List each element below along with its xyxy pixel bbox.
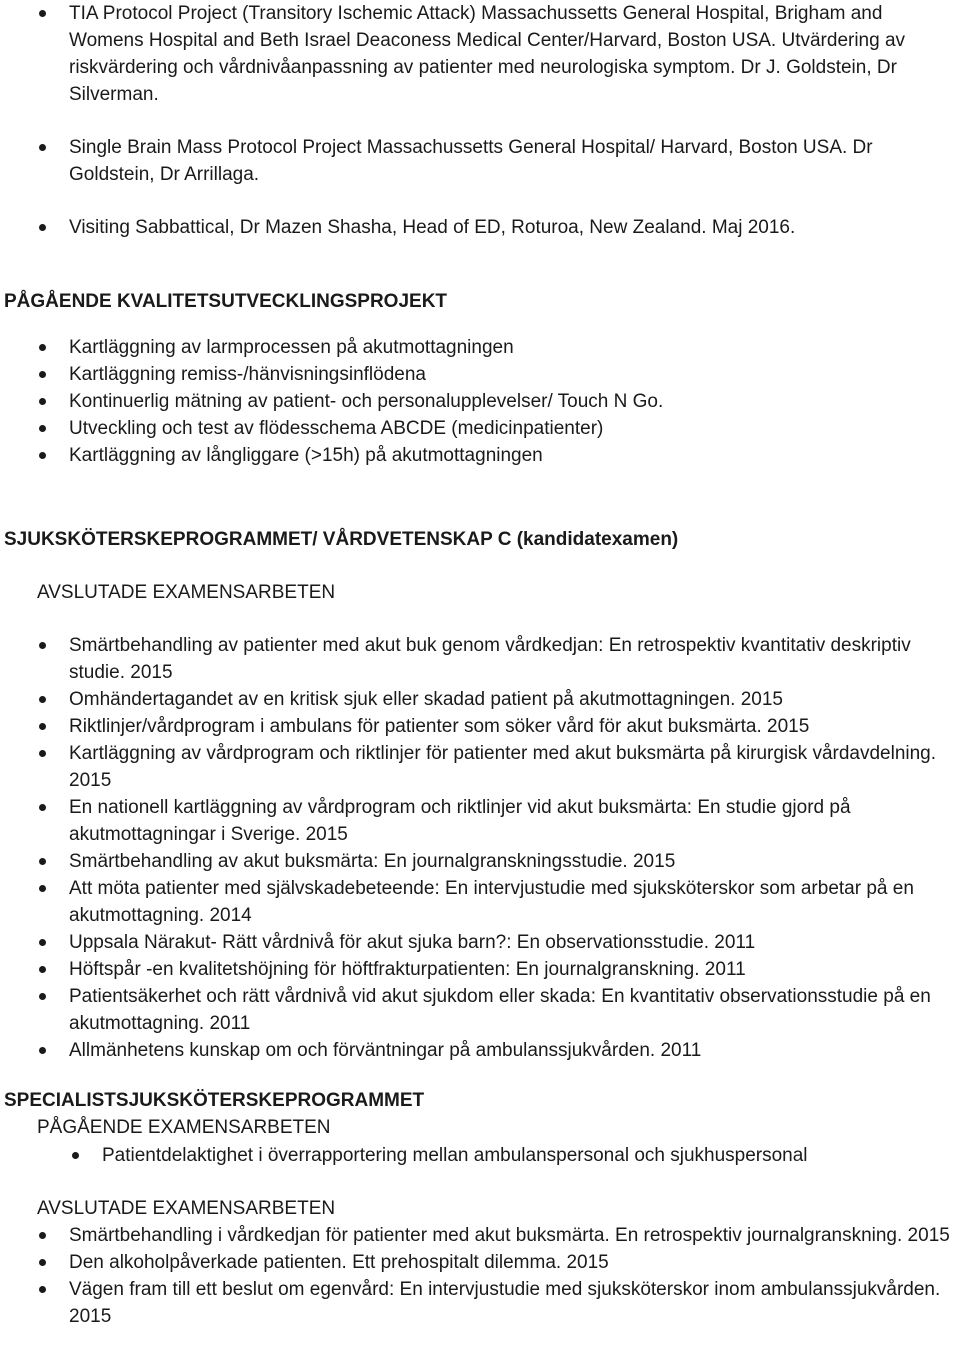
list-item: Smärtbehandling av akut buksmärta: En journalgranskningsstudie. 2015 xyxy=(69,848,954,875)
list-item: TIA Protocol Project (Transitory Ischemic Attack) Massachussetts General Hospital, Brigham and Womens Hospital and Beth Israel Deaconess Medical Center/Harvard, Boston USA. Utvärdering av riskvärdering och vårdnivåanpassning av patienter med neurologiska symptom. Dr J. Goldstein, Dr Silverman. xyxy=(69,0,954,108)
list-item: Vägen fram till ett beslut om egenvård: En intervjustudie med sjuksköterskor inom ambulanssjukvården. 2015 xyxy=(69,1276,954,1330)
list-item: Höftspår -en kvalitetshöjning för höftfrakturpatienten: En journalgranskning. 2011 xyxy=(69,956,954,983)
list-item: Utveckling och test av flödesschema ABCDE (medicinpatienter) xyxy=(69,415,954,442)
specialist-ongoing-heading: PÅGÅENDE EXAMENSARBETEN xyxy=(37,1117,331,1138)
nursing-program-heading: SJUKSKÖTERSKEPROGRAMMET/ VÅRDVETENSKAP C (kandidatexamen) xyxy=(4,529,679,550)
specialist-completed-list xyxy=(69,1222,954,1330)
specialist-ongoing-list xyxy=(102,1142,942,1169)
specialist-program-heading: SPECIALISTSJUKSKÖTERSKEPROGRAMMET xyxy=(4,1090,425,1111)
list-item: Patientsäkerhet och rätt vårdnivå vid akut sjukdom eller skada: En kvantitativ observationsstudie på en akutmottagning. 2011 xyxy=(69,983,954,1037)
list-item: Smärtbehandling i vårdkedjan för patienter med akut buksmärta. En retrospektiv journalgranskning. 2015 xyxy=(69,1222,954,1249)
list-item: Riktlinjer/vårdprogram i ambulans för patienter som söker vård för akut buksmärta. 2015 xyxy=(69,713,954,740)
list-item: Att möta patienter med självskadebeteende: En intervjustudie med sjuksköterskor som arbetar på en akutmottagning. 2014 xyxy=(69,875,954,929)
list-item: Allmänhetens kunskap om och förväntningar på ambulanssjukvården. 2011 xyxy=(69,1037,954,1064)
ongoing-projects-list xyxy=(69,334,954,469)
list-item: Den alkoholpåverkade patienten. Ett prehospitalt dilemma. 2015 xyxy=(69,1249,954,1276)
list-item: Single Brain Mass Protocol Project Massachussetts General Hospital/ Harvard, Boston USA. Dr Goldstein, Dr Arrillaga. xyxy=(69,134,954,188)
list-item: Kartläggning av långliggare (>15h) på akutmottagningen xyxy=(69,442,954,469)
list-item: Kartläggning av vårdprogram och riktlinjer för patienter med akut buksmärta på kirurgisk vårdavdelning. 2015 xyxy=(69,740,954,794)
list-item: Patientdelaktighet i överrapportering mellan ambulanspersonal och sjukhuspersonal xyxy=(102,1142,942,1169)
list-item: Smärtbehandling av patienter med akut buk genom vårdkedjan: En retrospektiv kvantitativ deskriptiv studie. 2015 xyxy=(69,632,954,686)
ongoing-projects-heading: PÅGÅENDE KVALITETSUTVECKLINGSPROJEKT xyxy=(4,291,448,312)
list-item: Uppsala Närakut- Rätt vårdnivå för akut sjuka barn?: En observationsstudie. 2011 xyxy=(69,929,954,956)
list-item: Kartläggning av larmprocessen på akutmottagningen xyxy=(69,334,954,361)
nursing-theses-list xyxy=(69,632,954,1064)
list-item: En nationell kartläggning av vårdprogram och riktlinjer vid akut buksmärta: En studie gjord på akutmottagningar i Sverige. 2015 xyxy=(69,794,954,848)
nursing-completed-heading: AVSLUTADE EXAMENSARBETEN xyxy=(37,582,336,603)
specialist-completed-heading: AVSLUTADE EXAMENSARBETEN xyxy=(37,1198,336,1219)
research-list xyxy=(69,0,954,267)
list-item: Visiting Sabbattical, Dr Mazen Shasha, Head of ED, Roturoa, New Zealand. Maj 2016. xyxy=(69,214,954,241)
list-item: Kartläggning remiss-/hänvisningsinflödena xyxy=(69,361,954,388)
list-item: Omhändertagandet av en kritisk sjuk eller skadad patient på akutmottagningen. 2015 xyxy=(69,686,954,713)
list-item: Kontinuerlig mätning av patient- och personalupplevelser/ Touch N Go. xyxy=(69,388,954,415)
